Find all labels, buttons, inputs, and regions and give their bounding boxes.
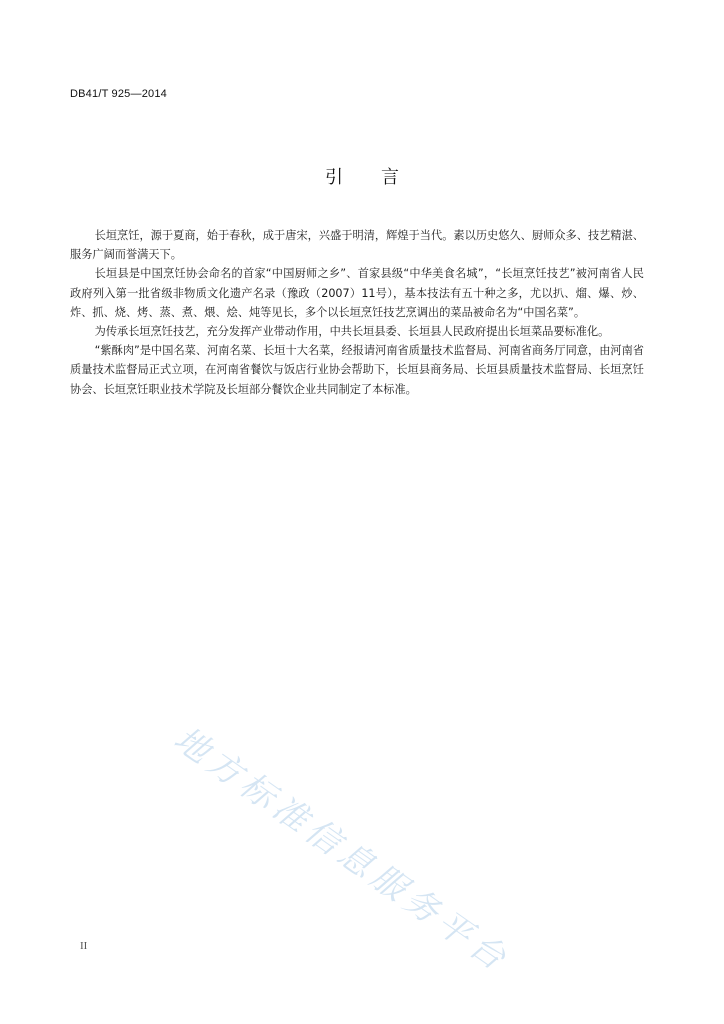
title-char-1: 引 [325, 167, 343, 188]
paragraph: 为传承长垣烹饪技艺，充分发挥产业带动作用，中共长垣县委、长垣县人民政府提出长垣菜品要标准化。 [94, 325, 610, 339]
watermark: 地方标准信息服务平台 [166, 718, 518, 982]
document-code: DB41/T 925—2014 [70, 88, 167, 100]
paragraph: “紫酥肉”是中国名菜、河南名菜、长垣十大名菜，经报请河南省质量技术监督局、河南省商务厅同意，由河南省质量技术监督局正式立项，在河南省餐饮与饭店行业协会帮助下，长垣县商务局、长垣县质量技术监督局、长垣烹饪协会、长垣烹饪职业技术学院及长垣部分餐饮企业共同制定了本标准。 [70, 344, 644, 396]
introduction-body [70, 226, 644, 399]
page-number: II [80, 940, 88, 952]
title-char-2: 言 [381, 167, 399, 188]
paragraph: 长垣县是中国烹饪协会命名的首家“中国厨师之乡”、首家县级“中华美食名城”，“长垣烹饪技艺”被河南省人民政府列入第一批省级非物质文化遗产名录（豫政（2007）11号），基本技法有五十种之多，尤以扒、熘、爆、炒、炸、抓、烧、烤、蒸、煮、煨、烩、炖等见长，多个以长垣烹饪技艺烹调出的菜品被命名为“中国名菜”。 [70, 267, 644, 319]
paragraph: 长垣烹饪，源于夏商，始于春秋，成于唐宋，兴盛于明清，辉煌于当代。素以历史悠久、厨师众多、技艺精湛、服务广阔而誉满天下。 [70, 229, 644, 262]
section-title [0, 163, 724, 189]
